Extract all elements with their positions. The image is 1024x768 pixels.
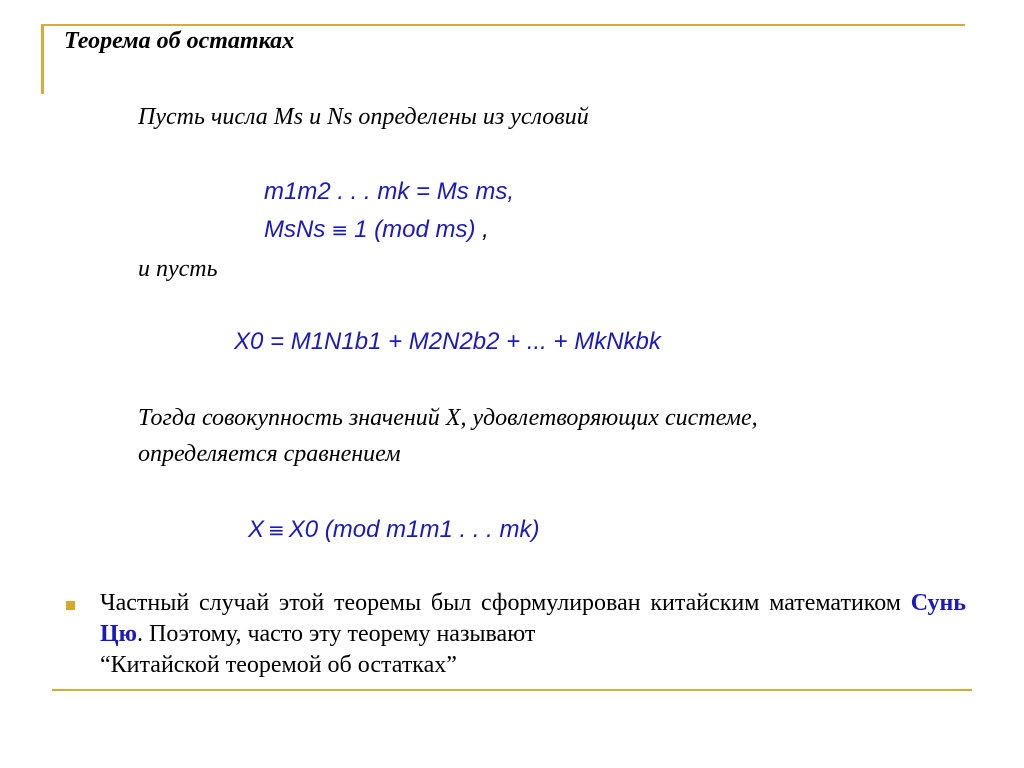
condition-2-comma: ,: [482, 216, 489, 243]
condition-2-left: MsNs: [264, 216, 326, 243]
formula-x0: X0 = M1N1b1 + M2N2b2 + ... + MkNkbk: [234, 328, 661, 355]
result-congruence: [248, 516, 540, 544]
condition-2-right: 1 (mod ms): [354, 216, 476, 243]
slide-title: Теорема об остатках: [64, 28, 295, 54]
condition-1: m1m2 . . . mk = Ms ms,: [264, 178, 515, 205]
and-let-text: и пусть: [138, 256, 218, 282]
then-line-2: определяется сравнением: [138, 441, 401, 467]
intro-text: Пусть числа Ms и Ns определены из условий: [138, 104, 589, 130]
result-left: X: [248, 516, 265, 543]
then-line-1: Тогда совокупность значений X, удовлетворяющих системе,: [138, 405, 758, 431]
condition-2: [264, 216, 489, 244]
bottom-accent-line: [52, 689, 972, 691]
mathematician-name: Сунь Цю: [100, 590, 966, 647]
top-accent-line: [41, 24, 965, 26]
paragraph-part-2: . Поэтому, часто эту теорему называют: [137, 621, 536, 647]
paragraph-part-3: “Китайской теоремой об остатках”: [100, 652, 457, 678]
equiv-symbol: ≡: [331, 218, 349, 242]
paragraph-part-1: Частный случай этой теоремы был сформулирован китайским математиком: [100, 590, 911, 616]
left-accent-line: [41, 24, 44, 94]
bullet-square-icon: [66, 601, 75, 610]
result-equiv-symbol: ≡: [268, 518, 285, 542]
chinese-remainder-paragraph: [100, 588, 966, 681]
result-right: X0 (mod m1m1 . . . mk): [288, 516, 540, 543]
